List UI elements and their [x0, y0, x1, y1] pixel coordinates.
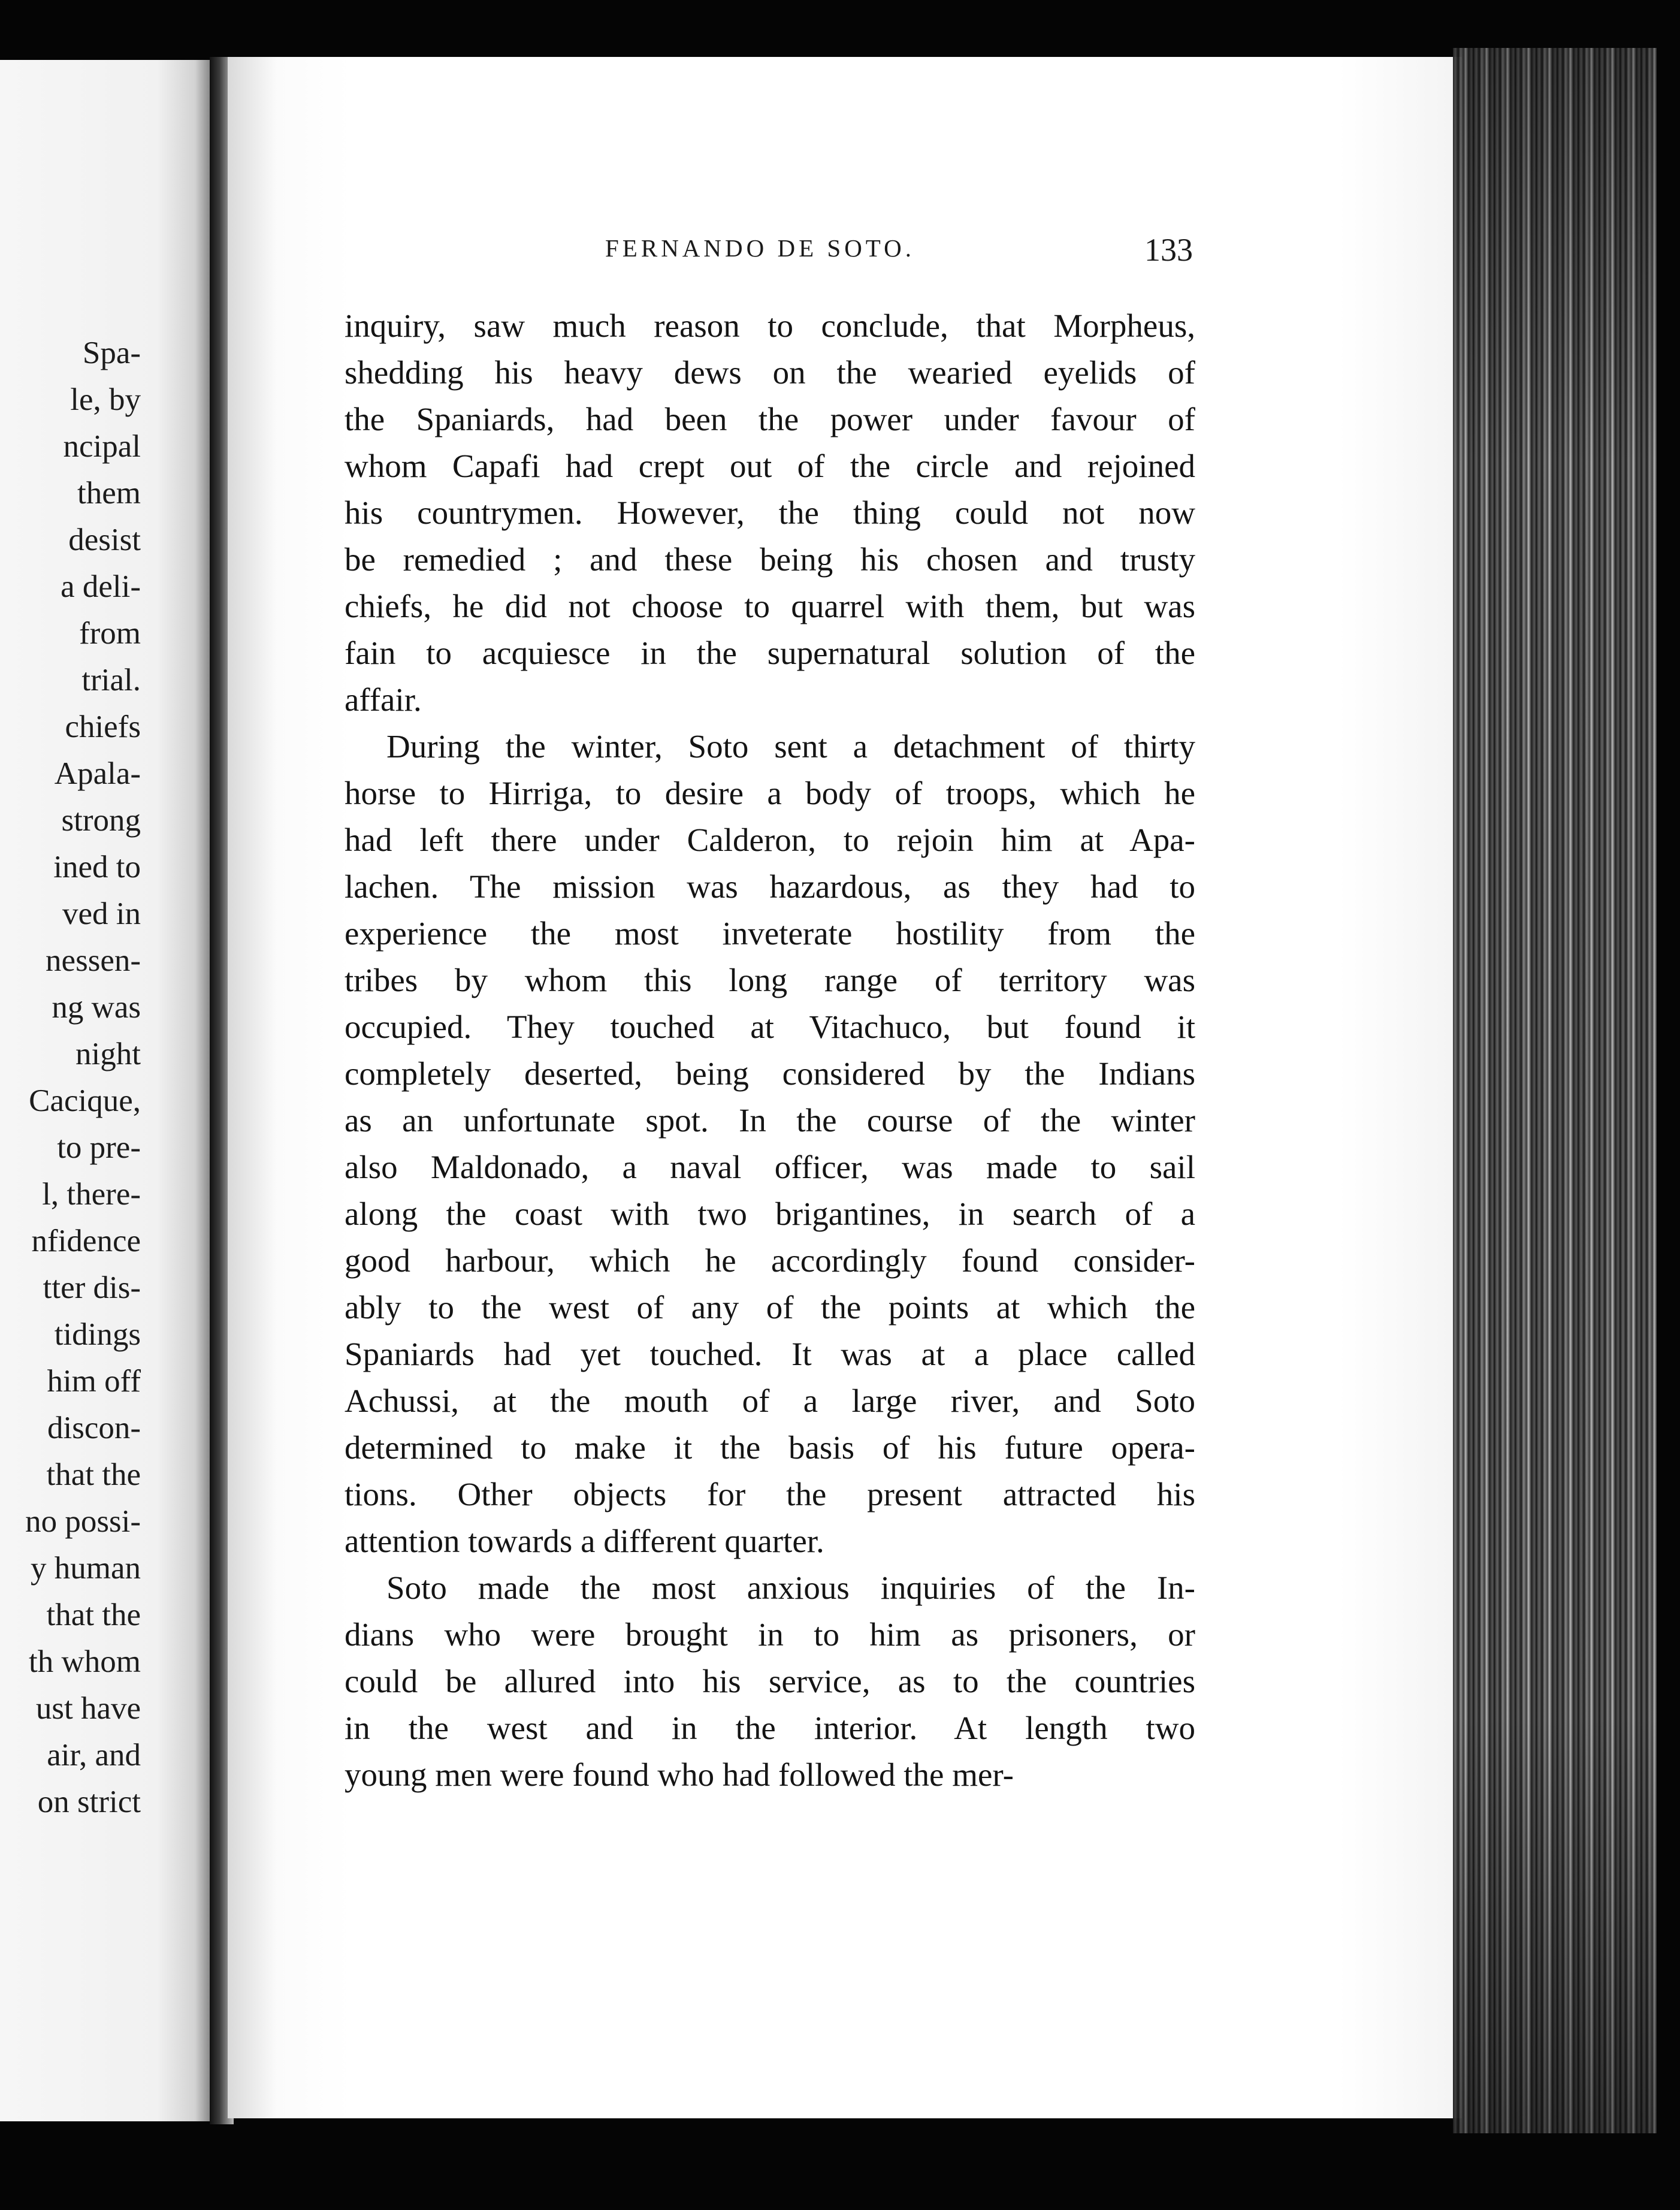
- left-page-line: Cacique,: [29, 1083, 141, 1118]
- left-page-line: no possi-: [25, 1504, 141, 1539]
- text-line: Achussi, at the mouth of a large river, and Soto: [345, 1382, 1195, 1419]
- left-page-line: l, there-: [42, 1177, 141, 1212]
- left-page-line: discon-: [47, 1411, 141, 1445]
- left-page-line: nessen-: [46, 943, 141, 978]
- left-page-line: him off: [47, 1364, 141, 1399]
- text-line: experience the most inveterate hostility from the: [345, 915, 1195, 952]
- left-page-line: them: [77, 476, 141, 511]
- left-page-line: tter dis-: [43, 1270, 141, 1305]
- text-line: good harbour, which he accordingly found consider-: [345, 1242, 1195, 1279]
- text-line: in the west and in the interior. At length two: [345, 1710, 1195, 1746]
- left-page-line: ncipal: [63, 429, 141, 464]
- text-line: the Spaniards, had been the power under favour of: [345, 401, 1195, 437]
- text-line: attention towards a different quarter.: [345, 1523, 824, 1559]
- running-head: FERNANDO DE SOTO.: [605, 234, 915, 262]
- left-page-line: trial.: [81, 663, 141, 698]
- text-line: had left there under Calderon, to rejoin him at Apa-: [345, 822, 1195, 858]
- paragraph: [345, 303, 1195, 723]
- text-line: During the winter, Soto sent a detachment of thirty: [386, 728, 1195, 765]
- left-page-line: air, and: [47, 1738, 141, 1773]
- text-line: dians who were brought in to him as prisoners, or: [345, 1616, 1195, 1653]
- left-page-line: ined to: [53, 850, 141, 884]
- text-line: as an unfortunate spot. In the course of the winter: [345, 1102, 1195, 1139]
- left-page-line: Apala-: [54, 756, 141, 791]
- left-page-line: a deli-: [61, 569, 141, 604]
- left-page-line: ust have: [35, 1691, 141, 1726]
- left-page-line: nfidence: [31, 1224, 141, 1258]
- left-page-line: ved in: [62, 896, 141, 931]
- text-line: lachen. The mission was hazardous, as they had to: [345, 868, 1195, 905]
- text-line: could be allured into his service, as to the countries: [345, 1663, 1195, 1699]
- left-page-line: to pre-: [57, 1130, 141, 1165]
- left-page-text: [0, 330, 141, 1825]
- paragraph: [345, 723, 1195, 1565]
- left-page-line: tidings: [54, 1317, 141, 1352]
- text-line: occupied. They touched at Vitachuco, but found it: [345, 1009, 1195, 1045]
- left-page-line: that the: [46, 1598, 141, 1632]
- left-page-line: th whom: [29, 1644, 141, 1679]
- left-page-line: y human: [31, 1551, 141, 1586]
- text-line: whom Capafi had crept out of the circle and rejoined: [345, 448, 1195, 484]
- left-page-line: le, by: [70, 382, 141, 417]
- left-page-line: from: [78, 616, 141, 651]
- text-line: be remedied ; and these being his chosen and trusty: [345, 541, 1195, 578]
- left-page-line: that the: [46, 1457, 141, 1492]
- page-edges-shade: [1453, 48, 1657, 2133]
- body-text: [345, 303, 1195, 1798]
- text-line: along the coast with two brigantines, in search of a: [345, 1195, 1195, 1232]
- text-line: tions. Other objects for the present attracted his: [345, 1476, 1195, 1512]
- paragraph: [345, 1565, 1195, 1798]
- left-page-line: ng was: [52, 990, 141, 1025]
- text-line: shedding his heavy dews on the wearied eyelids of: [345, 354, 1195, 391]
- text-line: chiefs, he did not choose to quarrel with them, but was: [345, 588, 1195, 624]
- left-page: [0, 60, 210, 2121]
- left-page-line: desist: [68, 523, 141, 557]
- text-line: inquiry, saw much reason to conclude, that Morpheus,: [345, 307, 1195, 344]
- page-number: 133: [1144, 232, 1193, 268]
- text-line: fain to acquiesce in the supernatural solution of the: [345, 635, 1195, 671]
- text-line: affair.: [345, 681, 422, 718]
- left-page-line: on strict: [37, 1785, 141, 1819]
- text-line: completely deserted, being considered by the Indians: [345, 1055, 1195, 1092]
- text-line: ably to the west of any of the points at which the: [345, 1289, 1195, 1326]
- left-page-line: night: [75, 1037, 141, 1071]
- text-line: Spaniards had yet touched. It was at a place called: [345, 1336, 1195, 1372]
- text-line: young men were found who had followed the mer-: [345, 1756, 1014, 1793]
- left-page-line: strong: [61, 803, 141, 838]
- left-page-line: chiefs: [65, 710, 141, 744]
- text-line: horse to Hirriga, to desire a body of troops, which he: [345, 775, 1195, 811]
- text-line: tribes by whom this long range of territory was: [345, 962, 1195, 998]
- text-line: Soto made the most anxious inquiries of the In-: [386, 1569, 1195, 1606]
- text-line: his countrymen. However, the thing could not now: [345, 494, 1195, 531]
- text-line: also Maldonado, a naval officer, was made to sail: [345, 1149, 1195, 1185]
- text-line: determined to make it the basis of his future opera-: [345, 1429, 1195, 1466]
- left-page-line: Spa-: [82, 336, 141, 370]
